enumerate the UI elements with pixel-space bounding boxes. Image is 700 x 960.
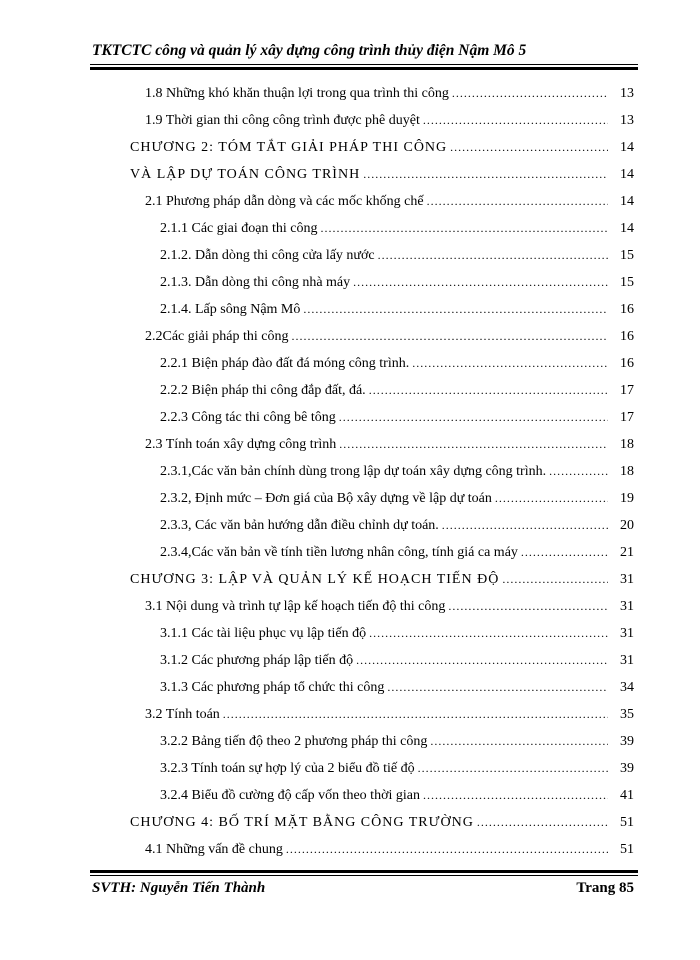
toc-entry-text [130, 134, 608, 161]
toc-entry-page: 31 [620, 599, 634, 614]
toc-entry-page: 13 [620, 113, 634, 128]
toc-dot-leader [223, 701, 608, 728]
toc-dot-leader [320, 215, 608, 242]
toc-dot-leader [339, 404, 608, 431]
toc-entry-label: 3.2.2 Bảng tiến độ theo 2 phương pháp thi công [160, 734, 428, 749]
toc-entry-page: 16 [620, 329, 634, 344]
toc-entry-page: 39 [620, 734, 634, 749]
toc-entry-page: 19 [620, 491, 634, 506]
toc-entry[interactable] [0, 296, 700, 323]
toc-entry[interactable] [0, 80, 700, 107]
toc-entry-label: 2.2.1 Biện pháp đào đất đá móng công trình. [160, 356, 410, 371]
toc-entry-text [160, 296, 608, 323]
toc-entry-page: 17 [620, 410, 634, 425]
toc-entry-page: 35 [620, 707, 634, 722]
toc-entry-text [160, 647, 608, 674]
toc-entry-label: CHƯƠNG 2: TÓM TẮT GIẢI PHÁP THI CÔNG [130, 140, 448, 155]
toc-dot-leader [286, 836, 608, 863]
toc-entry-text [145, 593, 608, 620]
toc-entry-label: 1.8 Những khó khăn thuận lợi trong qua trình thi công [145, 86, 449, 101]
toc-entry[interactable] [0, 593, 700, 620]
toc-entry-label: 4.1 Những vấn đề chung [145, 842, 283, 857]
toc-entry-text [160, 512, 608, 539]
toc-entry[interactable] [0, 701, 700, 728]
toc-entry[interactable] [0, 674, 700, 701]
toc-entry-text [160, 620, 608, 647]
toc-entry-text [160, 269, 608, 296]
toc-entry[interactable] [0, 485, 700, 512]
toc-entry-text [145, 80, 608, 107]
toc-entry-label: 2.3.3, Các văn bản hướng dẫn điều chỉnh dự toán. [160, 518, 439, 533]
toc-entry-page: 17 [620, 383, 634, 398]
toc-dot-leader [423, 107, 608, 134]
toc-entry-text [145, 107, 608, 134]
toc-entry[interactable] [0, 809, 700, 836]
toc-entry-page: 31 [620, 626, 634, 641]
toc-entry-label: 3.1.3 Các phương pháp tổ chức thi công [160, 680, 385, 695]
toc-entry[interactable] [0, 215, 700, 242]
toc-entry-text [145, 431, 608, 458]
toc-dot-leader [430, 728, 608, 755]
toc-dot-leader [369, 620, 608, 647]
toc-entry-text [160, 377, 608, 404]
toc-dot-leader [339, 431, 608, 458]
toc-entry-label: 1.9 Thời gian thi công công trình được phê duyệt [145, 113, 420, 128]
toc-entry-text [160, 728, 608, 755]
toc-entry[interactable] [0, 269, 700, 296]
toc-entry-text [130, 566, 608, 593]
toc-entry-label: CHƯƠNG 4: BỐ TRÍ MẶT BẰNG CÔNG TRƯỜNG [130, 815, 474, 830]
toc-entry-text [145, 188, 608, 215]
toc-entry-label: 2.2.2 Biện pháp thi công đắp đất, đá. [160, 383, 366, 398]
toc-dot-leader [442, 512, 608, 539]
page-number: Trang 85 [576, 880, 634, 896]
toc-entry-text [160, 674, 608, 701]
toc-entry[interactable] [0, 566, 700, 593]
toc-entry-text [160, 215, 608, 242]
toc-dot-leader [448, 593, 608, 620]
toc-entry-text [160, 404, 608, 431]
toc-entry-page: 31 [620, 572, 634, 587]
toc-entry[interactable] [0, 620, 700, 647]
toc-entry-label: 3.1 Nội dung và trình tự lập kế hoạch tiến độ thi công [145, 599, 446, 614]
toc-dot-leader [363, 161, 608, 188]
toc-entry-label: 2.3.1,Các văn bản chính dùng trong lập dự toán xây dựng công trình. [160, 464, 547, 479]
toc-entry-page: 34 [620, 680, 634, 695]
toc-entry[interactable] [0, 188, 700, 215]
toc-dot-leader [418, 755, 608, 782]
toc-entry-page: 13 [620, 86, 634, 101]
toc-entry-label: 2.1.1 Các giai đoạn thi công [160, 221, 318, 236]
toc-entry-text [145, 836, 608, 863]
toc-entry[interactable] [0, 512, 700, 539]
toc-entry-page: 16 [620, 302, 634, 317]
toc-entry-label: 2.1.2. Dẫn dòng thi công cửa lấy nước [160, 248, 375, 263]
toc-dot-leader [423, 782, 608, 809]
toc-entry-label: CHƯƠNG 3: LẬP VÀ QUẢN LÝ KẾ HOẠCH TIẾN ĐỘ [130, 572, 500, 587]
toc-entry-page: 51 [620, 815, 634, 830]
toc-entry-page: 14 [620, 140, 634, 155]
toc-entry[interactable] [0, 836, 700, 863]
toc-entry-page: 39 [620, 761, 634, 776]
toc-entry-label: 3.1.2 Các phương pháp lập tiến độ [160, 653, 354, 668]
toc-dot-leader [387, 674, 608, 701]
toc-entry-text [160, 458, 608, 485]
toc-entry-text [160, 242, 608, 269]
toc-entry-page: 41 [620, 788, 634, 803]
toc-entry-page: 14 [620, 167, 634, 182]
toc-entry[interactable] [0, 323, 700, 350]
header-rule-thin [90, 64, 638, 65]
toc-entry[interactable] [0, 782, 700, 809]
document-title: TKTCTC công và quản lý xây dựng công trình thủy điện Nậm Mô 5 [92, 42, 527, 59]
toc-entry-text [160, 485, 608, 512]
toc-entry-page: 14 [620, 221, 634, 236]
toc-entry[interactable] [0, 161, 700, 188]
toc-dot-leader [291, 323, 608, 350]
toc-entry-label: 2.1.3. Dẫn dòng thi công nhà máy [160, 275, 351, 290]
toc-entry[interactable] [0, 539, 700, 566]
toc-entry-label: VÀ LẬP DỰ TOÁN CÔNG TRÌNH [130, 167, 361, 182]
toc-entry-page: 31 [620, 653, 634, 668]
student-name: SVTH: Nguyễn Tiến Thành [92, 880, 266, 896]
table-of-contents [0, 80, 700, 863]
footer-rule-thin [90, 875, 638, 876]
header-rule-thick [90, 67, 638, 70]
toc-entry[interactable] [0, 431, 700, 458]
toc-entry-label: 3.2 Tính toán [145, 707, 220, 722]
toc-entry-page: 16 [620, 356, 634, 371]
toc-entry[interactable] [0, 134, 700, 161]
toc-entry-text [160, 782, 608, 809]
toc-entry[interactable] [0, 728, 700, 755]
toc-dot-leader [452, 80, 608, 107]
toc-entry-label: 3.1.1 Các tài liệu phục vụ lập tiến độ [160, 626, 367, 641]
toc-entry-label: 2.3 Tính toán xây dựng công trình [145, 437, 337, 452]
toc-entry[interactable] [0, 377, 700, 404]
toc-dot-leader [450, 134, 608, 161]
toc-entry-page: 18 [620, 464, 634, 479]
toc-dot-leader [353, 269, 608, 296]
toc-entry-label: 3.2.3 Tính toán sự hợp lý của 2 biểu đồ tiế độ [160, 761, 415, 776]
toc-dot-leader [502, 566, 608, 593]
footer-rule-thick [90, 870, 638, 873]
toc-entry-text [130, 809, 608, 836]
toc-entry-label: 2.3.2, Định mức – Đơn giá của Bộ xây dựng về lập dự toán [160, 491, 492, 506]
toc-entry[interactable] [0, 458, 700, 485]
toc-entry-text [160, 755, 608, 782]
toc-entry-page: 15 [620, 275, 634, 290]
toc-entry-text [160, 539, 608, 566]
toc-entry-label: 2.1.4. Lấp sông Nậm Mô [160, 302, 301, 317]
toc-dot-leader [378, 242, 608, 269]
toc-entry-page: 14 [620, 194, 634, 209]
toc-entry-label: 2.2.3 Công tác thi công bê tông [160, 410, 336, 425]
toc-entry-label: 2.3.4,Các văn bản về tính tiền lương nhân công, tính giá ca máy [160, 545, 518, 560]
toc-entry-label: 2.1 Phương pháp dẫn dòng và các mốc khống chế [145, 194, 424, 209]
toc-entry[interactable] [0, 242, 700, 269]
toc-entry[interactable] [0, 350, 700, 377]
toc-entry-page: 18 [620, 437, 634, 452]
toc-entry[interactable] [0, 107, 700, 134]
toc-entry-page: 15 [620, 248, 634, 263]
toc-dot-leader [427, 188, 608, 215]
toc-entry-page: 21 [620, 545, 634, 560]
toc-dot-leader [303, 296, 608, 323]
toc-dot-leader [477, 809, 608, 836]
toc-entry-page: 51 [620, 842, 634, 857]
toc-entry[interactable] [0, 755, 700, 782]
toc-entry-text [145, 701, 608, 728]
toc-dot-leader [356, 647, 608, 674]
toc-dot-leader [369, 377, 608, 404]
toc-dot-leader [521, 539, 608, 566]
toc-dot-leader [495, 485, 608, 512]
toc-entry-label: 2.2Các giải pháp thi công [145, 329, 289, 344]
toc-entry[interactable] [0, 404, 700, 431]
toc-entry-page: 20 [620, 518, 634, 533]
toc-entry-text [160, 350, 608, 377]
toc-dot-leader [412, 350, 608, 377]
toc-entry-label: 3.2.4 Biểu đồ cường độ cấp vốn theo thời gian [160, 788, 420, 803]
toc-entry-text [130, 161, 608, 188]
toc-entry[interactable] [0, 647, 700, 674]
toc-entry-text [145, 323, 608, 350]
toc-dot-leader [549, 458, 608, 485]
